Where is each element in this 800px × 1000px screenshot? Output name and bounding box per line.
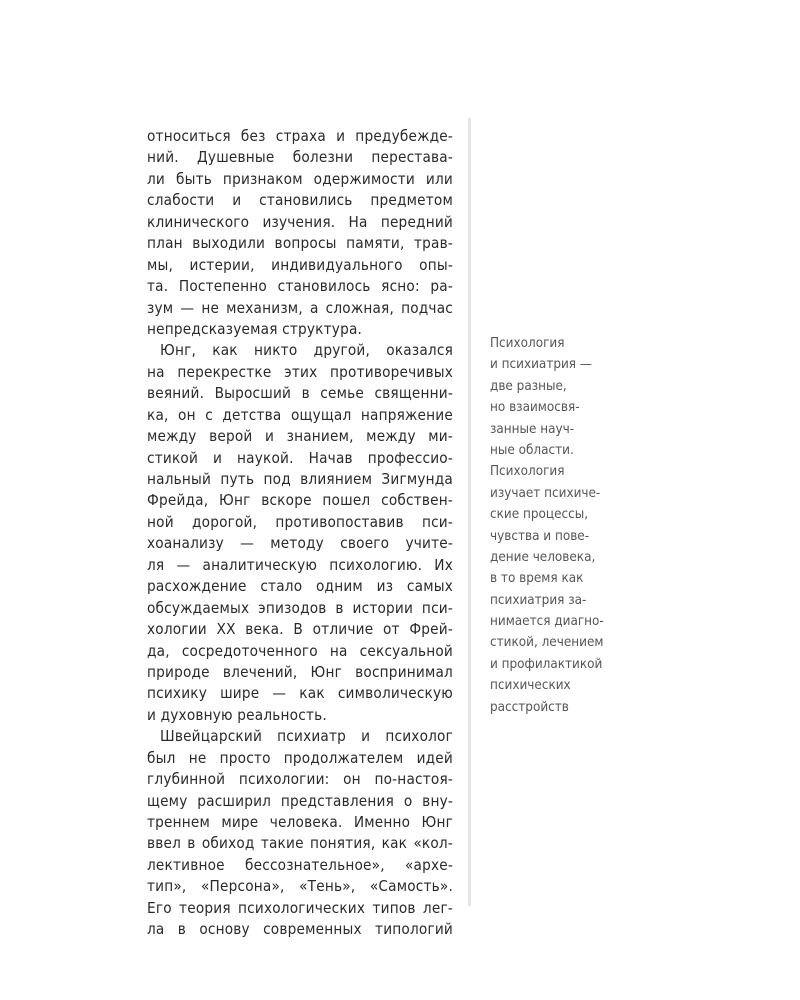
text-line: Его теория психологических типов лег- [147, 898, 453, 917]
text-line: та. Постепенно становилось ясно: ра- [147, 277, 453, 296]
text-line: ной дорогой, противопоставив пси- [147, 512, 453, 531]
text-line: мы, истерии, индивидуального опы- [147, 255, 453, 274]
text-line: между верой и знанием, между ми- [147, 427, 453, 446]
text-line: треннем мире человека. Именно Юнг [147, 813, 453, 831]
text-line: веяний. Выросший в семье священни- [147, 384, 453, 403]
text-line: зум — не механизм, а сложная, подчас [147, 298, 453, 317]
text-line: природе влечений, Юнг воспринимал [147, 662, 453, 681]
text-line: хоанализу — методу своего учите- [147, 534, 453, 553]
text-line: щему расширил представления о вну- [147, 791, 453, 810]
side-note-line: Психология [490, 336, 565, 351]
text-line: нальный путь под влиянием Зигмунда [147, 470, 453, 488]
side-note-line: изучает психиче- [490, 485, 601, 501]
main-text-column [147, 126, 453, 941]
text-line: ввел в обиход такие понятия, как «кол- [147, 834, 453, 853]
side-note-line: и психиатрия — [490, 357, 592, 373]
text-line: ний. Душевные болезни перестава- [147, 148, 453, 167]
text-line: психику шире — как символическую [147, 684, 453, 703]
text-line: стикой и наукой. Начав профессио- [147, 448, 453, 467]
text-line: клинического изучения. На передний [147, 212, 453, 231]
side-note-line: психиатрия за- [490, 592, 587, 608]
text-line: глубинной психологии: он по-настоя- [147, 770, 453, 789]
text-line: обсуждаемых эпизодов в истории пси- [147, 598, 453, 617]
text-line: и духовную реальность. [147, 705, 327, 724]
text-line: Швейцарский психиатр и психолог [160, 727, 453, 746]
side-note-line: занные науч- [490, 421, 575, 437]
side-note-line: дение человека, [490, 549, 596, 565]
text-line: ли быть признаком одержимости или [147, 169, 453, 188]
side-note-line: стикой, лечением [490, 635, 604, 651]
text-line: Фрейда, Юнг вскоре пошел собствен- [147, 491, 453, 510]
side-note-line: и профилактикой [490, 656, 603, 672]
side-note-line: ские процессы, [490, 507, 589, 523]
text-line: ка, он с детства ощущал напряжение [147, 405, 453, 424]
side-note-line: расстройств [490, 699, 569, 715]
side-note-line: но взаимосвя- [490, 400, 580, 416]
margin-rule [468, 118, 471, 906]
side-note [490, 333, 630, 718]
side-note-line: Психология [490, 464, 565, 480]
side-note-line: две разные, [490, 378, 567, 394]
text-line: ла в основу современных типологий [147, 920, 453, 939]
text-line: план выходили вопросы памяти, трав- [147, 234, 453, 253]
text-line: лективное бессознательное», «архе- [147, 855, 453, 874]
text-line: на перекрестке этих противоречивых [147, 362, 453, 381]
text-line: ля — аналитическую психологию. Их [147, 555, 453, 574]
text-line: тип», «Персона», «Тень», «Самость». [147, 877, 453, 896]
text-line: расхождение стало одним из самых [147, 577, 453, 596]
text-line: относиться без страха и предубежде- [147, 127, 453, 145]
side-note-line: психических [490, 678, 571, 694]
side-note-line: чувства и пове- [490, 528, 590, 544]
text-line: хологии XX века. В отличие от Фрей- [147, 620, 453, 639]
side-note-line: ные области. [490, 442, 574, 458]
text-line: Юнг, как никто другой, оказался [160, 341, 453, 360]
text-line: слабости и становились предметом [147, 191, 453, 210]
text-line: непредсказуемая структура. [147, 319, 363, 338]
side-note-line: нимается диагно- [490, 614, 604, 630]
side-note-line: в то время как [490, 571, 584, 587]
text-line: был не просто продолжателем идей [147, 748, 453, 767]
text-line: да, сосредоточенного на сексуальной [147, 641, 453, 660]
